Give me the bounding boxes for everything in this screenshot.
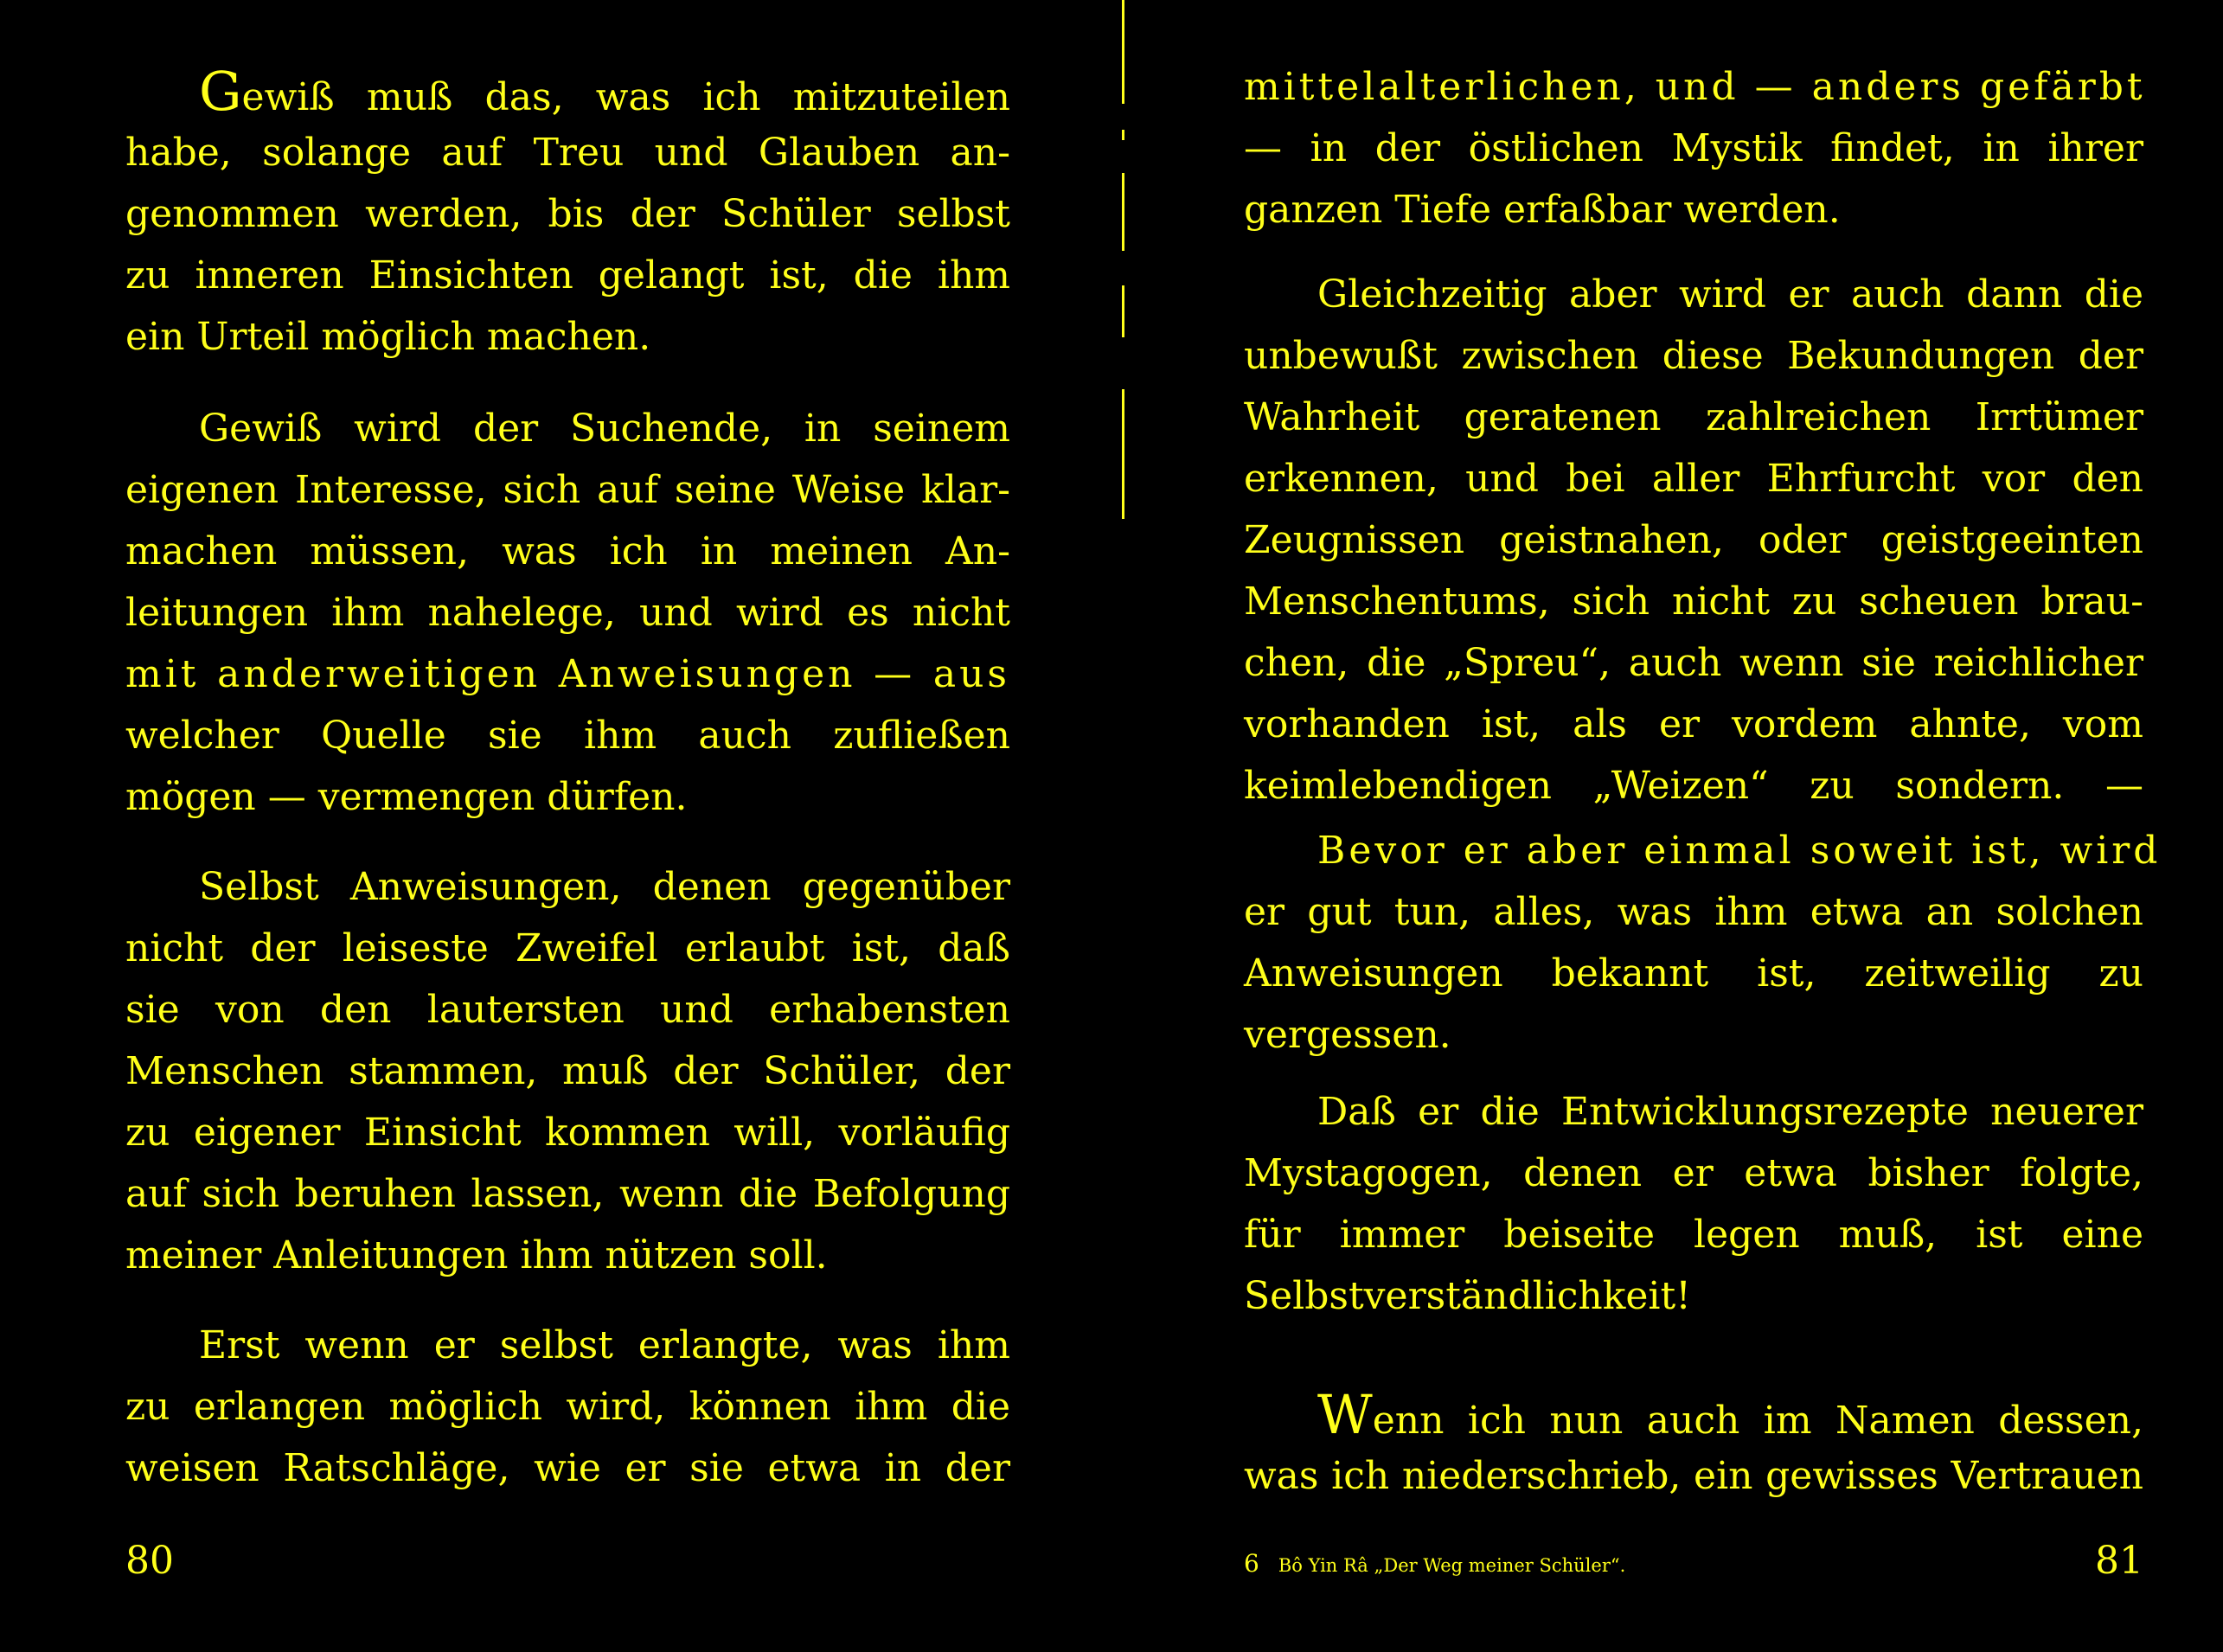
text-line: auf sich beruhen lassen, wenn die Befolgung (125, 1172, 1010, 1216)
text-line: ein Urteil möglich machen. (125, 315, 651, 359)
left-paragraph-2 (125, 398, 1010, 828)
gutter-divider (1122, 130, 1124, 140)
page-number-left: 80 (125, 1539, 174, 1583)
page-number-right: 81 (2095, 1539, 2143, 1583)
initial-letter: W (1317, 1383, 1373, 1446)
right-paragraph-4 (1244, 1081, 2143, 1327)
text-line: nicht der leiseste Zweifel erlaubt ist, daß (125, 926, 1010, 970)
text-line: mögen — vermengen dürfen. (125, 775, 688, 819)
text-line: mittelalterlichen, und — anders gefärbt (1244, 65, 2146, 109)
text-line: für immer beiseite legen muß, ist eine (1244, 1213, 2143, 1257)
text-line: habe, solange auf Treu und Glauben an- (125, 131, 1010, 175)
text-line: zu eigener Einsicht kommen will, vorläufig (125, 1111, 1010, 1155)
text-line: Menschentums, sich nicht zu scheuen brau- (1244, 579, 2143, 624)
text-line: zu erlangen möglich wird, können ihm die (125, 1385, 1010, 1429)
gutter-divider (1122, 173, 1124, 251)
text-line: was ich niederschrieb, ein gewisses Vertrauen (1244, 1454, 2143, 1498)
text-line: — in der östlichen Mystik findet, in ihrer (1244, 126, 2143, 170)
left-page (125, 0, 1010, 1652)
text-line: mit anderweitigen Anweisungen — aus (125, 652, 1010, 696)
text-line: Wahrheit geratenen zahlreichen Irrtümer (1244, 395, 2143, 439)
text-line: leitungen ihm nahelege, und wird es nicht (125, 591, 1010, 635)
right-paragraph-2 (1244, 264, 2143, 816)
text-line: Gewiß wird der Suchende, in seinem (199, 407, 1010, 451)
text-line: Erst wenn er selbst erlangte, was ihm (199, 1323, 1010, 1367)
text-line-rest: ewiß muß das, was ich mitzuteilen (241, 75, 1010, 119)
gutter-divider (1122, 285, 1124, 337)
signature-number: 6 (1244, 1549, 1259, 1578)
gutter-divider (1122, 389, 1124, 519)
text-line: sie von den lautersten und erhabensten (125, 988, 1010, 1032)
text-line: ganzen Tiefe erfaßbar werden. (1244, 188, 1841, 232)
text-line: Zeugnissen geistnahen, oder geistgeeinten (1244, 518, 2143, 562)
initial-letter: G (199, 60, 242, 123)
signature-line (1244, 1546, 1625, 1583)
text-line: weisen Ratschläge, wie er sie etwa in der (125, 1446, 1010, 1490)
text-line: Menschen stammen, muß der Schüler, der (125, 1049, 1010, 1093)
text-line: er gut tun, alles, was ihm etwa an solchen (1244, 890, 2143, 934)
left-paragraph-1 (125, 61, 1010, 368)
text-line: Selbst Anweisungen, denen gegenüber (199, 865, 1010, 909)
text-line: Bevor er aber einmal soweit ist, wird (1317, 829, 2162, 873)
signature-text: Bô Yin Râ „Der Weg meiner Schüler“. (1278, 1555, 1626, 1576)
right-paragraph-3 (1244, 820, 2162, 1066)
text-line: chen, die „Spreu“, auch wenn sie reichlicher (1244, 641, 2143, 685)
text-line: erkennen, und bei aller Ehrfurcht vor den (1244, 457, 2143, 501)
left-paragraph-4 (125, 1315, 1010, 1499)
text-line: Gleichzeitig aber wird er auch dann die (1317, 272, 2143, 317)
right-paragraph-5 (1244, 1384, 2143, 1507)
right-page (1244, 0, 2162, 1652)
gutter-divider (1122, 0, 1124, 104)
text-line: Anweisungen bekannt ist, zeitweilig zu (1244, 951, 2143, 996)
text-line (125, 61, 1010, 122)
left-paragraph-3 (125, 856, 1010, 1286)
text-line: unbewußt zwischen diese Bekundungen der (1244, 334, 2143, 378)
text-line (1244, 1384, 2143, 1445)
text-line-rest: enn ich nun auch im Namen dessen, (1372, 1399, 2143, 1443)
text-line: zu inneren Einsichten gelangt ist, die ihm (125, 253, 1010, 298)
right-paragraph-1 (1244, 56, 2146, 240)
text-line: vorhanden ist, als er vordem ahnte, vom (1244, 702, 2143, 746)
text-line: machen müssen, was ich in meinen An- (125, 529, 1010, 573)
text-line: Daß er die Entwicklungsrezepte neuerer (1317, 1090, 2143, 1134)
text-line: Selbstverständlichkeit! (1244, 1274, 1691, 1318)
text-line: keimlebendigen „Weizen“ zu sondern. — (1244, 764, 2143, 808)
text-line: meiner Anleitungen ihm nützen soll. (125, 1233, 828, 1277)
text-line: vergessen. (1244, 1013, 1451, 1057)
text-line: genommen werden, bis der Schüler selbst (125, 192, 1010, 236)
text-line: Mystagogen, denen er etwa bisher folgte, (1244, 1151, 2143, 1195)
text-line: welcher Quelle sie ihm auch zufließen (125, 714, 1010, 758)
text-line: eigenen Interesse, sich auf seine Weise klar- (125, 468, 1010, 512)
